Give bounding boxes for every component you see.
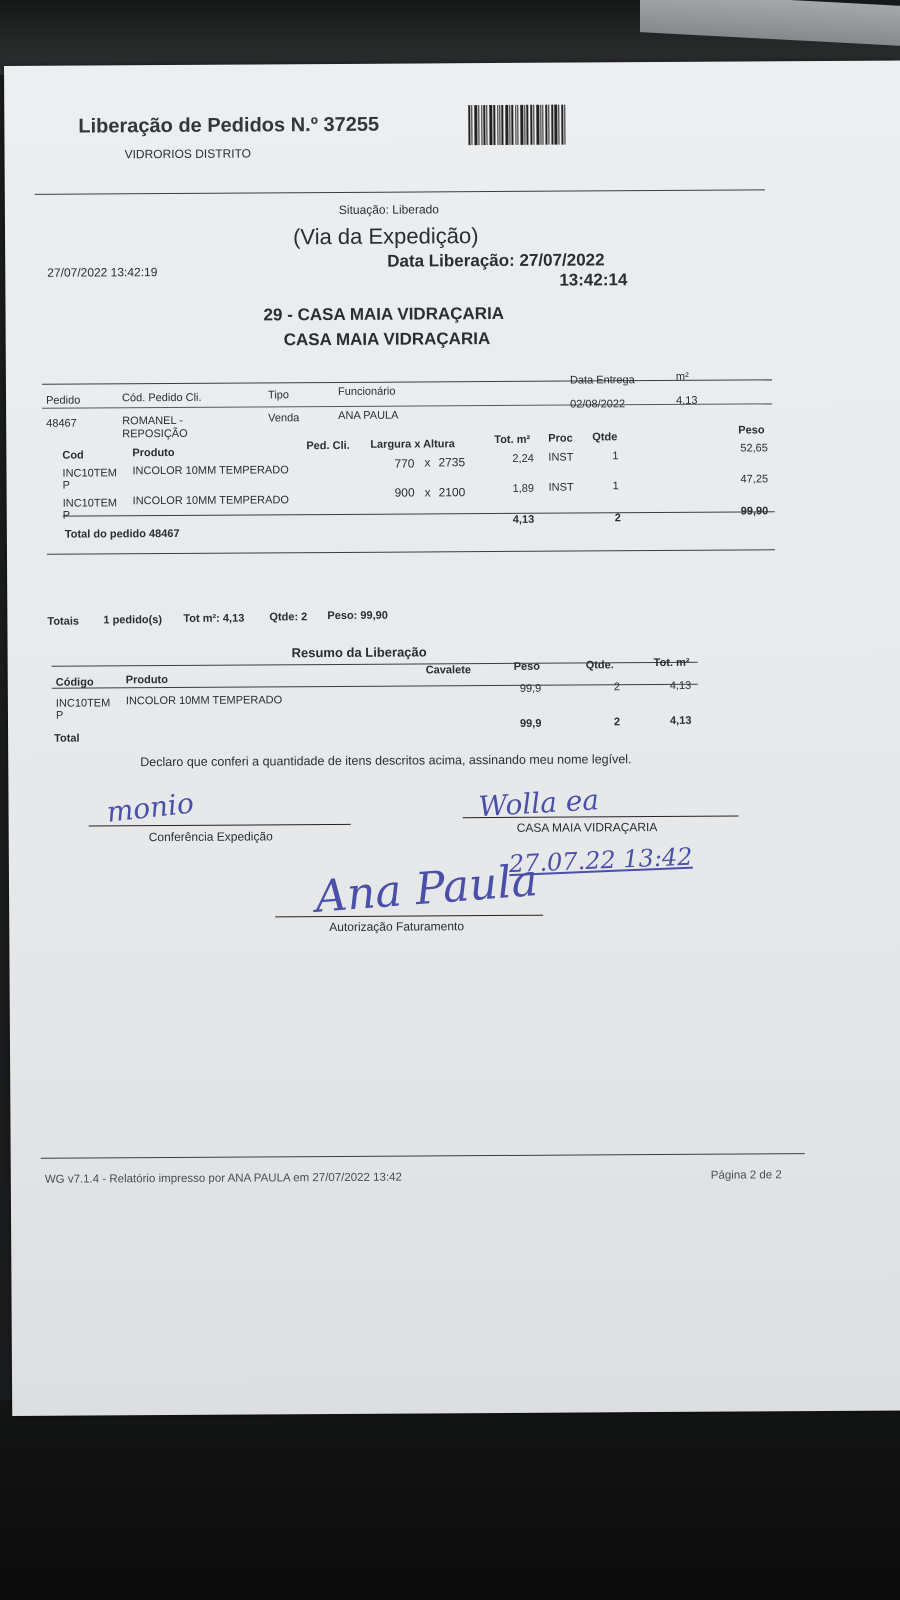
barcode-bar (554, 105, 557, 145)
item-2-tot-m2: 1,89 (512, 482, 535, 495)
resumo-total-peso: 99,9 (519, 717, 542, 730)
order-total-border (63, 511, 775, 516)
barcode-bar (481, 105, 482, 145)
order-pedido: 48467 (46, 417, 77, 430)
col-tipo-header: Tipo (267, 389, 290, 402)
barcode-bar (559, 105, 560, 145)
barcode-bar (499, 105, 500, 145)
order-cod-pedido-line1: ROMANEL - (122, 414, 183, 428)
col-m2-header: m² (675, 370, 689, 383)
item-2-qtde: 1 (612, 480, 619, 493)
item-2-largura: 900 (394, 485, 415, 500)
item-2-cod-line1: INC10TEM (62, 497, 118, 510)
totals-m2: Tot m²: 4,13 (183, 612, 245, 625)
barcode-bar (478, 105, 479, 145)
situacao-label: Situação: Liberado (338, 202, 440, 217)
footer-page-number: Página 2 de 2 (710, 1169, 782, 1182)
client-name: 29 - CASA MAIA VIDRAÇARIA (263, 303, 505, 325)
item-1-proc: INST (548, 451, 574, 464)
footer-report-info: WG v7.1.4 - Relatório impresso por ANA PAULA em 27/07/2022 13:42 (44, 1171, 402, 1186)
barcode-bar (468, 105, 470, 145)
resumo-cavalete-header: Cavalete (425, 664, 472, 677)
barcode-bar (493, 105, 495, 145)
item-2-x: x (424, 485, 431, 500)
hora-liberacao: 13:42:14 (559, 270, 628, 290)
footer-divider (41, 1153, 805, 1159)
barcode-bar (551, 105, 553, 145)
barcode-bar (530, 105, 532, 145)
item-1-x: x (424, 455, 431, 470)
barcode-bar (487, 105, 488, 145)
col-pedido-header: Pedido (46, 394, 81, 407)
barcode-bar (543, 105, 544, 145)
item-largura-altura-header: Largura x Altura (370, 438, 455, 451)
barcode-bar (545, 105, 547, 145)
barcode-bar (520, 105, 523, 145)
item-1-altura: 2735 (438, 455, 466, 470)
resumo-tot-m2-header: Tot. m² (653, 656, 690, 670)
resumo-row-qtde: 2 (613, 681, 620, 694)
resumo-title: Resumo da Liberação (291, 644, 427, 661)
order-bottom-border (47, 549, 775, 554)
totals-qtde: Qtde: 2 (269, 611, 308, 624)
document-page (4, 61, 900, 1416)
casa-signature: Wolla ea (477, 783, 600, 824)
divider (35, 189, 765, 194)
barcode-bar (483, 105, 485, 145)
document-title: Liberação de Pedidos N.º 37255 (78, 113, 380, 138)
order-top-border (42, 379, 772, 384)
order-total-m2: 4,13 (512, 513, 535, 526)
barcode (468, 104, 600, 145)
resumo-total-tot-m2: 4,13 (669, 714, 692, 727)
order-m2: 4,13 (676, 394, 698, 407)
barcode-bar (489, 105, 492, 145)
barcode-bar (524, 105, 525, 145)
item-2-produto: INCOLOR 10MM TEMPERADO (132, 494, 289, 508)
resumo-row-tot-m2: 4,13 (669, 679, 692, 692)
resumo-row-produto: INCOLOR 10MM TEMPERADO (125, 694, 283, 708)
barcode-bar (497, 105, 498, 145)
barcode-bar (527, 105, 529, 145)
order-header-border (42, 403, 772, 408)
item-1-peso: 52,65 (740, 442, 768, 455)
barcode-bar (533, 105, 534, 145)
col-funcionario-header: Funcionário (337, 385, 396, 398)
item-1-cod-line1: INC10TEM (62, 467, 117, 480)
resumo-row-codigo-line1: INC10TEM (55, 697, 111, 710)
resumo-produto-header: Produto (125, 674, 168, 687)
barcode-bar (540, 105, 541, 145)
order-funcionario: ANA PAULA (338, 409, 399, 422)
resumo-qtde-header: Qtde. (585, 659, 614, 672)
col-cod-pedido-header: Cód. Pedido Cli. (121, 391, 202, 405)
order-cod-pedido-line2: REPOSIÇÃO (122, 427, 188, 441)
autorizacao-signature: Ana Paula (313, 855, 540, 923)
order-total-peso: 99,90 (740, 505, 769, 518)
data-liberacao: Data Liberação: 27/07/2022 (387, 250, 605, 271)
handwritten-date: 27.07.22 13:42 (508, 842, 694, 879)
autorizacao-label: Autorização Faturamento (329, 919, 465, 935)
order-total-label: Total do pedido 48467 (64, 527, 180, 541)
barcode-bar (515, 105, 516, 145)
conferencia-signature-line (89, 824, 351, 827)
item-tot-m2-header: Tot. m² (494, 433, 531, 447)
item-2-cod-line2: P (62, 509, 71, 522)
order-total-qtde: 2 (614, 512, 621, 525)
item-1-qtde: 1 (612, 450, 619, 463)
order-tipo: Venda (268, 412, 300, 425)
autorizacao-signature-line (275, 915, 543, 918)
resumo-peso-header: Peso (513, 660, 541, 673)
barcode-bar (474, 105, 477, 145)
item-proc-header: Proc (548, 432, 573, 445)
item-cod-header: Cod (62, 449, 84, 462)
barcode-bar (517, 105, 518, 145)
barcode-bar (509, 105, 510, 145)
via-label: (Via da Expedição) (292, 223, 479, 250)
barcode-bar (512, 105, 514, 145)
item-qtde-header: Qtde (592, 431, 618, 444)
barcode-bar (472, 105, 473, 145)
background-bottom (0, 1400, 900, 1600)
barcode-bar (505, 105, 508, 145)
item-1-produto: INCOLOR 10MM TEMPERADO (132, 464, 289, 478)
resumo-row-peso: 99,9 (519, 682, 542, 695)
item-peso-header: Peso (738, 424, 765, 437)
item-ped-cli-header: Ped. Cli. (306, 439, 350, 453)
client-name-secondary: CASA MAIA VIDRAÇARIA (283, 329, 491, 350)
conferencia-signature: monio (104, 786, 196, 829)
resumo-total-label: Total (54, 732, 80, 745)
resumo-codigo-header: Código (55, 676, 94, 689)
barcode-bar (536, 105, 539, 145)
print-datetime: 27/07/2022 13:42:19 (47, 265, 158, 280)
totals-pedidos: 1 pedido(s) (103, 614, 163, 627)
barcode-bar (548, 105, 549, 145)
barcode-bar (564, 105, 565, 145)
resumo-total-qtde: 2 (613, 716, 621, 729)
order-data-entrega: 02/08/2022 (570, 398, 626, 411)
barcode-bar (502, 105, 504, 145)
conferencia-label: Conferência Expedição (148, 829, 273, 845)
totals-peso: Peso: 99,90 (327, 609, 388, 623)
item-produto-header: Produto (132, 446, 175, 460)
declaration-text: Declaro que conferi a quantidade de itens descritos acima, assinando meu nome legível. (140, 752, 632, 770)
totals-label: Totais (47, 615, 80, 628)
item-2-peso: 47,25 (740, 473, 769, 486)
item-1-cod-line2: P (62, 479, 70, 492)
col-data-entrega-header: Data Entrega (569, 374, 635, 387)
item-1-largura: 770 (394, 456, 415, 471)
barcode-bar (561, 105, 563, 145)
company-name: VIDRORIOS DISTRITO (124, 146, 252, 162)
item-2-altura: 2100 (438, 485, 466, 500)
casa-label: CASA MAIA VIDRAÇARIA (516, 820, 658, 835)
item-1-tot-m2: 2,24 (512, 452, 534, 465)
item-2-proc: INST (548, 481, 574, 494)
resumo-row-codigo-line2: P (55, 709, 64, 722)
